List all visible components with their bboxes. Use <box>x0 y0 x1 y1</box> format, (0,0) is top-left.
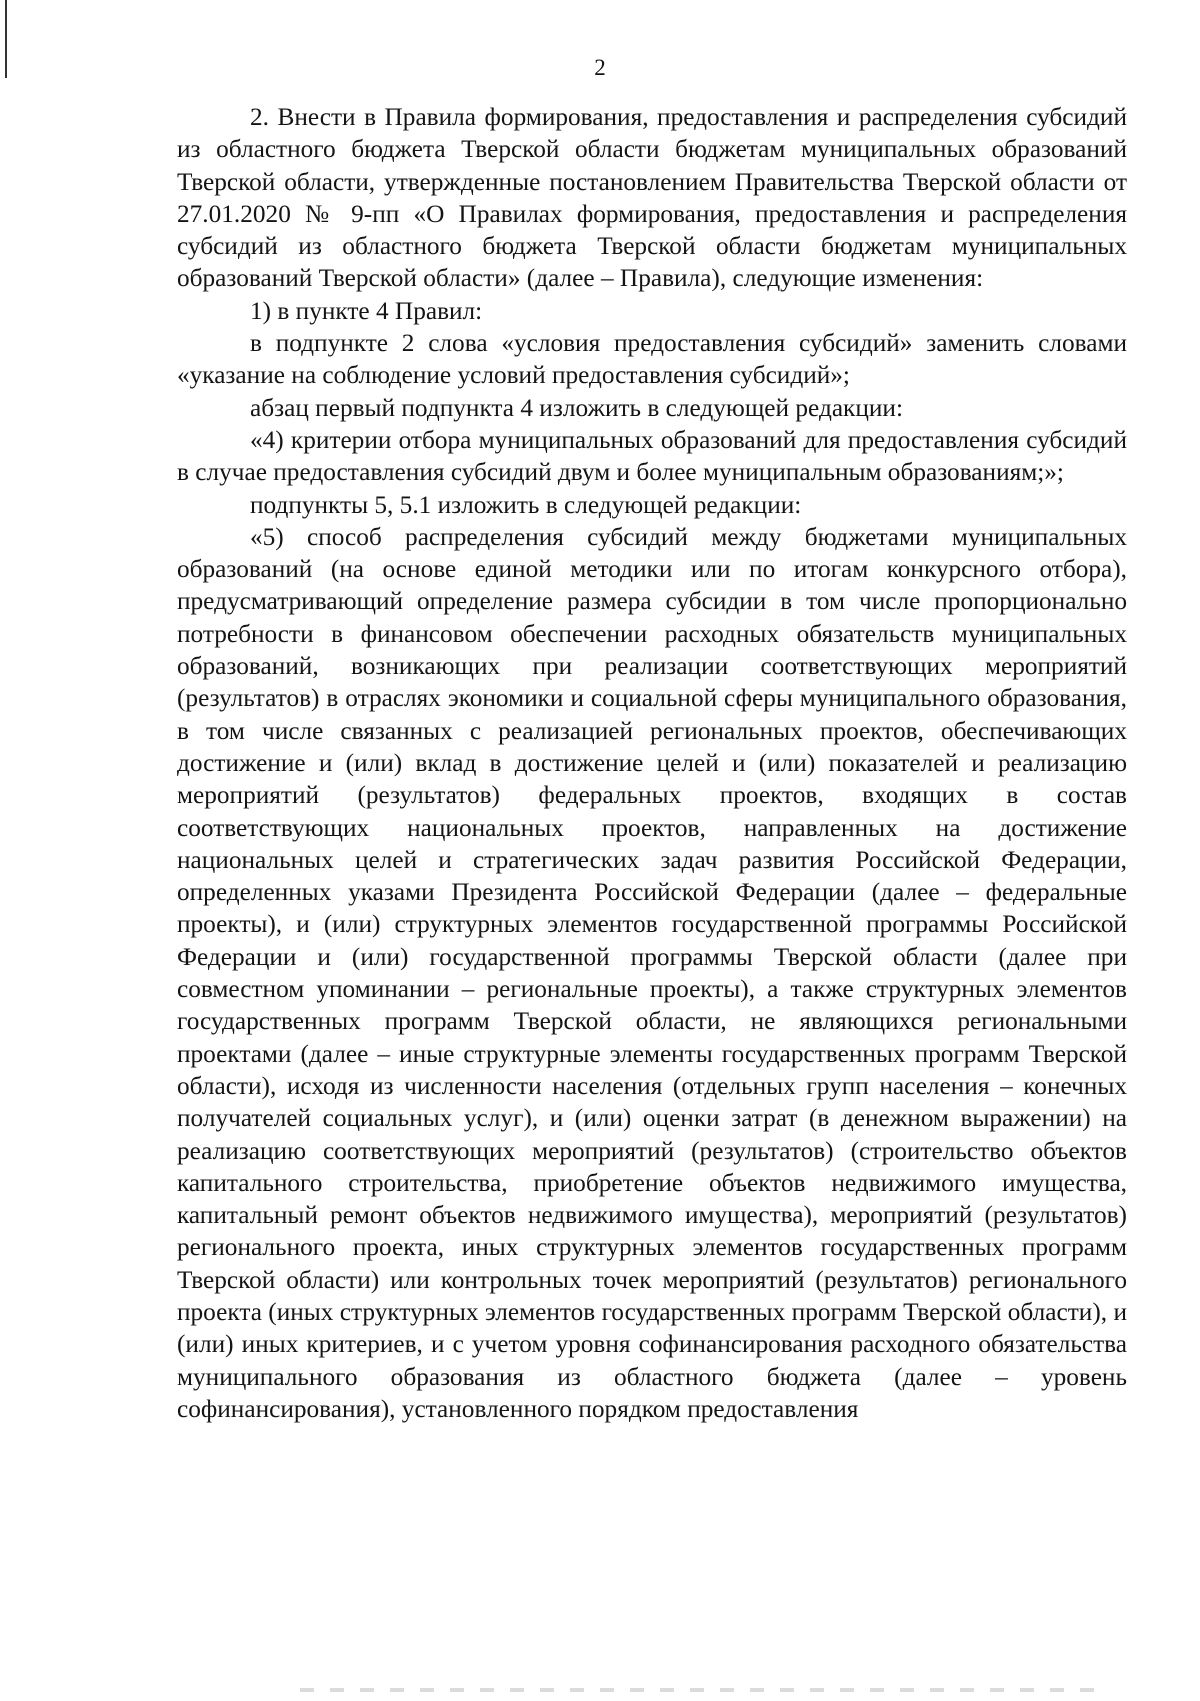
paragraph-subitems-5-intro: подпункты 5, 5.1 изложить в следующей редакции: <box>250 490 802 519</box>
paragraph-item-1: 1) в пункте 4 Правил: <box>250 296 483 325</box>
paragraph-subitem-5-text: «5) способ распределения субсидий между бюджетами муниципальных образований (на основе единой методики или по итогам конкурсного отбора), предусматривающий определение размера субсидии в том числе пропорционально потребности в финансовом обеспечении расходных обязательств муниципальных образований, возникающих при реализации соответствующих мероприятий (результатов) в отраслях экономики и социальной сферы муниципального образования, в том числе связанных с реализацией региональных проектов, обеспечивающих достижение и (или) вклад в достижение целей и (или) показателей и реализацию мероприятий (результатов) федеральных проектов, входящих в состав соответствующих национальных проектов, направленных на достижение национальных целей и стратегических задач развития Российской Федерации, определенных указами Президента Российской Федерации (далее – федеральные проекты), и (или) структурных элементов государственной программы Российской Федерации и (или) государственной программы Тверской области (далее при совместном упоминании – региональные проекты), а также структурных элементов государственных программ Тверской области, не являющихся региональными проектами (далее – иные структурные элементы государственных программ Тверской области), исходя из численности населения (отдельных групп населения – конечных получателей социальных услуг), и (или) оценки затрат (в денежном выражении) на реализацию соответствующих мероприятий (результатов) (строительство объектов капитального строительства, приобретение объектов недвижимого имущества, капитальный ремонт объектов недвижимого имущества), мероприятий (результатов) регионального проекта, иных структурных элементов государственных программ Тверской области) или контрольных точек мероприятий (результатов) регионального проекта (иных структурных элементов государственных программ Тверской области), и (или) иных критериев, и с учетом уровня софинансирования расходного обязательства муниципального образования из областного бюджета (далее – уровень софинансирования), установленного порядком предоставления <box>177 522 1127 1423</box>
paragraph-subitem-4-text: «4) критерии отбора муниципальных образований для предоставления субсидий в случае предоставления субсидий двум и более муниципальным образованиям;»; <box>177 425 1127 487</box>
paragraph-subitem-4-intro: абзац первый подпункта 4 изложить в следующей редакции: <box>250 393 903 422</box>
scan-bottom-artifact <box>300 1688 1100 1692</box>
paragraph-amendment-intro: 2. Внести в Правила формирования, предоставления и распределения субсидий из областного бюджета Тверской области бюджетам муниципальных образований Тверской области, утвержденные постановлением Правительства Тверской области от 27.01.2020 № 9-пп «О Правилах формирования, предоставления и распределения субсидий из областного бюджета Тверской области бюджетам муниципальных образований Тверской области» (далее – Правила), следующие изменения: <box>177 103 1127 293</box>
page-number: 2 <box>594 55 606 80</box>
paragraph-subitem-2-replace: в подпункте 2 слова «условия предоставления субсидий» заменить словами «указание на соблюдение условий предоставления субсидий»; <box>177 329 1127 390</box>
document-body <box>177 101 1127 1425</box>
